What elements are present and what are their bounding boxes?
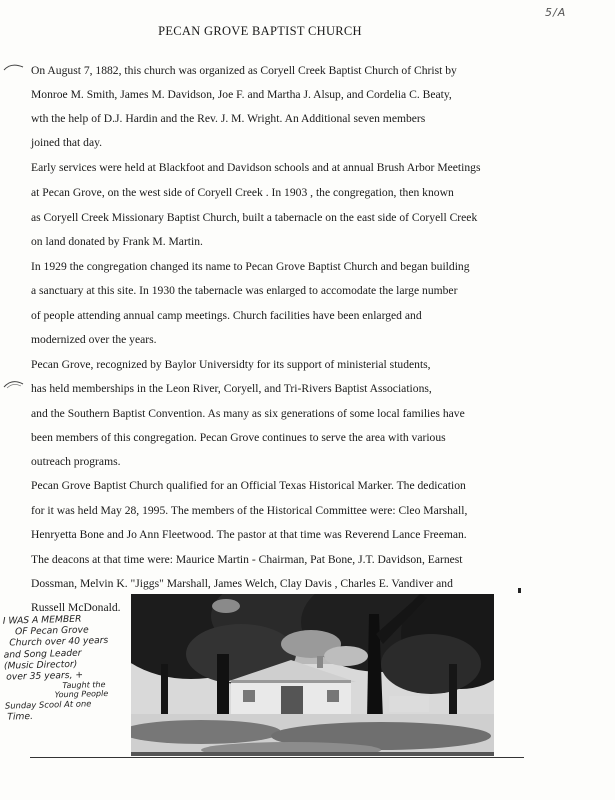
body-line: of people attending annual camp meetings. Church facilities have been enlarged and (31, 309, 422, 322)
body-line: modernized over the years. (31, 333, 157, 346)
body-line: On August 7, 1882, this church was organized as Coryell Creek Baptist Church of Christ by (31, 64, 457, 77)
body-line: Russell McDonald. (31, 601, 121, 614)
handwritten-line: and Song Leader (3, 647, 82, 661)
body-line: The deacons at that time were: Maurice Martin - Chairman, Pat Bone, J.T. Davidson, Earnest (31, 553, 463, 566)
body-line: Pecan Grove, recognized by Baylor Universidty for its support of ministerial students, (31, 358, 431, 371)
body-line: Early services were held at Blackfoot and Davidson schools and at annual Brush Arbor Meetings (31, 161, 481, 174)
margin-mark-middle (3, 378, 25, 390)
handwritten-line: I WAS A MEMBER (2, 613, 82, 627)
body-line: outreach programs. (31, 455, 121, 468)
page-number: 5/A (545, 6, 567, 19)
body-line: Pecan Grove Baptist Church qualified for an Official Texas Historical Marker. The dedication (31, 479, 466, 492)
church-photo (131, 594, 494, 756)
bottom-rule (30, 757, 524, 758)
handwritten-line: Taught the (62, 680, 106, 691)
body-line: been members of this congregation. Pecan Grove continues to serve the area with various (31, 431, 446, 444)
body-line: has held memberships in the Leon River, Coryell, and Tri-Rivers Baptist Associations, (31, 382, 432, 395)
handwritten-line: Sunday Scool At one (4, 698, 92, 711)
body-line: joined that day. (31, 136, 103, 149)
body-line: Henryetta Bone and Jo Ann Fleetwood. The pastor at that time was Reverend Lance Freeman. (31, 528, 467, 541)
margin-mark-top (3, 62, 25, 72)
handwritten-note (3, 612, 134, 723)
body-line: In 1929 the congregation changed its name to Pecan Grove Baptist Church and began building (31, 260, 470, 273)
body-line: and the Southern Baptist Convention. As many as six generations of some local families have (31, 407, 465, 420)
body-line: Monroe M. Smith, James M. Davidson, Joe F. and Martha J. Alsup, and Cordelia C. Beaty, (31, 88, 452, 101)
handwritten-line: Young People (54, 689, 109, 700)
body-line: wth the help of D.J. Hardin and the Rev. J. M. Wright. An Additional seven members (31, 112, 426, 125)
body-line: a sanctuary at this site. In 1930 the tabernacle was enlarged to accomodate the large number (31, 284, 458, 297)
handwritten-line: Time. (7, 711, 34, 724)
handwritten-line: over 35 years, + (6, 669, 84, 683)
body-line: on land donated by Frank M. Martin. (31, 235, 203, 248)
body-line: for it was held May 28, 1995. The members of the Historical Committee were: Cleo Marshall, (31, 504, 468, 517)
body-line: Dossman, Melvin K. "Jiggs" Marshall, James Welch, Clay Davis , Charles E. Vandiver and (31, 577, 453, 590)
handwritten-line: Church over 40 years (9, 635, 109, 649)
body-line: at Pecan Grove, on the west side of Coryell Creek . In 1903 , the congregation, then known (31, 186, 454, 199)
scan-speck (518, 588, 521, 593)
body-line: as Coryell Creek Missionary Baptist Church, built a tabernacle on the east side of Coryell Creek (31, 211, 478, 224)
page-title: PECAN GROVE BAPTIST CHURCH (158, 24, 362, 38)
handwritten-line: OF Pecan Grove (14, 624, 89, 638)
handwritten-line: (Music Director) (3, 658, 78, 672)
